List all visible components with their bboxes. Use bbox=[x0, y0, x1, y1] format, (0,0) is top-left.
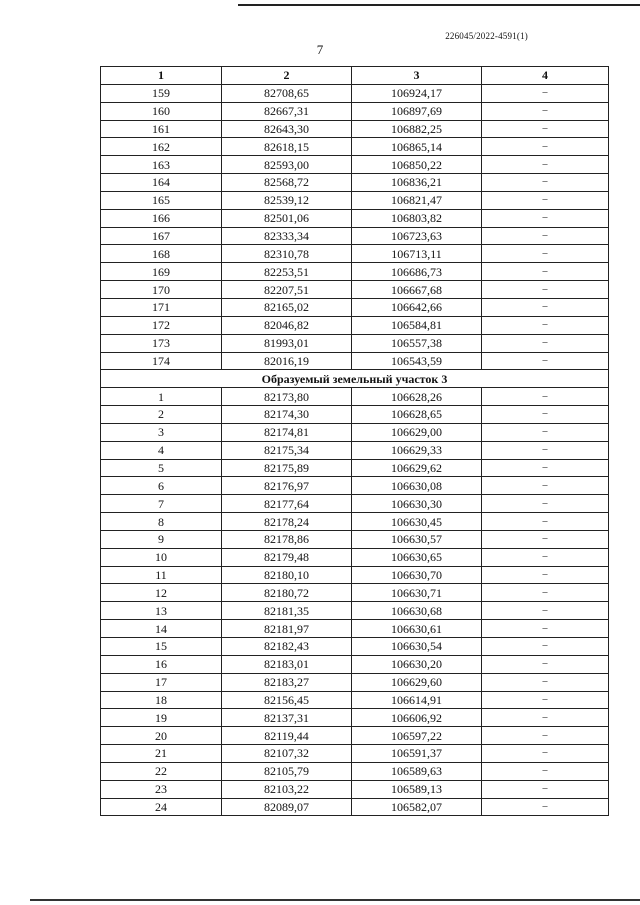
column-header-1: 1 bbox=[101, 67, 222, 85]
point-number: 3 bbox=[101, 423, 222, 441]
x-coordinate: 82180,72 bbox=[222, 584, 352, 602]
y-coordinate: 106821,47 bbox=[352, 191, 482, 209]
note-dash: – bbox=[482, 638, 609, 656]
column-header-4: 4 bbox=[482, 67, 609, 85]
y-coordinate: 106630,08 bbox=[352, 477, 482, 495]
x-coordinate: 82089,07 bbox=[222, 798, 352, 816]
note-dash: – bbox=[482, 245, 609, 263]
y-coordinate: 106630,54 bbox=[352, 638, 482, 656]
table-header bbox=[101, 67, 609, 85]
point-number: 161 bbox=[101, 120, 222, 138]
y-coordinate: 106584,81 bbox=[352, 316, 482, 334]
y-coordinate: 106591,37 bbox=[352, 745, 482, 763]
table-row bbox=[101, 584, 609, 602]
table-row bbox=[101, 352, 609, 370]
x-coordinate: 82178,24 bbox=[222, 513, 352, 531]
y-coordinate: 106582,07 bbox=[352, 798, 482, 816]
table-row bbox=[101, 530, 609, 548]
y-coordinate: 106630,57 bbox=[352, 530, 482, 548]
y-coordinate: 106589,63 bbox=[352, 762, 482, 780]
note-dash: – bbox=[482, 762, 609, 780]
table-row bbox=[101, 138, 609, 156]
x-coordinate: 82643,30 bbox=[222, 120, 352, 138]
x-coordinate: 82593,00 bbox=[222, 156, 352, 174]
point-number: 6 bbox=[101, 477, 222, 495]
page-number: 7 bbox=[316, 42, 324, 57]
point-number: 11 bbox=[101, 566, 222, 584]
x-coordinate: 82107,32 bbox=[222, 745, 352, 763]
x-coordinate: 82174,81 bbox=[222, 423, 352, 441]
note-dash: – bbox=[482, 530, 609, 548]
column-header-2: 2 bbox=[222, 67, 352, 85]
table-row bbox=[101, 602, 609, 620]
x-coordinate: 81993,01 bbox=[222, 334, 352, 352]
y-coordinate: 106850,22 bbox=[352, 156, 482, 174]
table-row bbox=[101, 566, 609, 584]
y-coordinate: 106723,63 bbox=[352, 227, 482, 245]
x-coordinate: 82176,97 bbox=[222, 477, 352, 495]
y-coordinate: 106606,92 bbox=[352, 709, 482, 727]
table-row bbox=[101, 245, 609, 263]
point-number: 160 bbox=[101, 102, 222, 120]
table-row bbox=[101, 334, 609, 352]
point-number: 24 bbox=[101, 798, 222, 816]
x-coordinate: 82708,65 bbox=[222, 84, 352, 102]
table-row bbox=[101, 120, 609, 138]
y-coordinate: 106897,69 bbox=[352, 102, 482, 120]
y-coordinate: 106614,91 bbox=[352, 691, 482, 709]
table-row bbox=[101, 548, 609, 566]
x-coordinate: 82103,22 bbox=[222, 780, 352, 798]
note-dash: – bbox=[482, 477, 609, 495]
note-dash: – bbox=[482, 388, 609, 406]
section-title: Образуемый земельный участок 3 bbox=[101, 370, 609, 388]
point-number: 167 bbox=[101, 227, 222, 245]
y-coordinate: 106882,25 bbox=[352, 120, 482, 138]
x-coordinate: 82539,12 bbox=[222, 191, 352, 209]
y-coordinate: 106630,71 bbox=[352, 584, 482, 602]
x-coordinate: 82178,86 bbox=[222, 530, 352, 548]
table-row bbox=[101, 655, 609, 673]
x-coordinate: 82183,01 bbox=[222, 655, 352, 673]
point-number: 22 bbox=[101, 762, 222, 780]
x-coordinate: 82667,31 bbox=[222, 102, 352, 120]
note-dash: – bbox=[482, 84, 609, 102]
point-number: 21 bbox=[101, 745, 222, 763]
section-row bbox=[101, 370, 609, 388]
note-dash: – bbox=[482, 566, 609, 584]
note-dash: – bbox=[482, 459, 609, 477]
point-number: 4 bbox=[101, 441, 222, 459]
y-coordinate: 106630,20 bbox=[352, 655, 482, 673]
note-dash: – bbox=[482, 298, 609, 316]
note-dash: – bbox=[482, 281, 609, 299]
table-row bbox=[101, 102, 609, 120]
point-number: 171 bbox=[101, 298, 222, 316]
x-coordinate: 82501,06 bbox=[222, 209, 352, 227]
note-dash: – bbox=[482, 174, 609, 192]
table-row bbox=[101, 316, 609, 334]
x-coordinate: 82165,02 bbox=[222, 298, 352, 316]
table-row bbox=[101, 263, 609, 281]
point-number: 20 bbox=[101, 727, 222, 745]
y-coordinate: 106630,68 bbox=[352, 602, 482, 620]
point-number: 16 bbox=[101, 655, 222, 673]
table-row bbox=[101, 227, 609, 245]
table-row bbox=[101, 798, 609, 816]
table-row bbox=[101, 709, 609, 727]
point-number: 2 bbox=[101, 406, 222, 424]
note-dash: – bbox=[482, 495, 609, 513]
point-number: 1 bbox=[101, 388, 222, 406]
point-number: 174 bbox=[101, 352, 222, 370]
x-coordinate: 82207,51 bbox=[222, 281, 352, 299]
y-coordinate: 106630,65 bbox=[352, 548, 482, 566]
point-number: 14 bbox=[101, 620, 222, 638]
x-coordinate: 82181,35 bbox=[222, 602, 352, 620]
table-row bbox=[101, 727, 609, 745]
y-coordinate: 106667,68 bbox=[352, 281, 482, 299]
note-dash: – bbox=[482, 584, 609, 602]
note-dash: – bbox=[482, 780, 609, 798]
point-number: 9 bbox=[101, 530, 222, 548]
note-dash: – bbox=[482, 727, 609, 745]
note-dash: – bbox=[482, 406, 609, 424]
table-row bbox=[101, 620, 609, 638]
note-dash: – bbox=[482, 798, 609, 816]
y-coordinate: 106686,73 bbox=[352, 263, 482, 281]
table-row bbox=[101, 762, 609, 780]
point-number: 165 bbox=[101, 191, 222, 209]
note-dash: – bbox=[482, 673, 609, 691]
table-row bbox=[101, 477, 609, 495]
y-coordinate: 106629,00 bbox=[352, 423, 482, 441]
point-number: 159 bbox=[101, 84, 222, 102]
y-coordinate: 106589,13 bbox=[352, 780, 482, 798]
x-coordinate: 82568,72 bbox=[222, 174, 352, 192]
x-coordinate: 82182,43 bbox=[222, 638, 352, 656]
table-row bbox=[101, 745, 609, 763]
point-number: 168 bbox=[101, 245, 222, 263]
table-row bbox=[101, 174, 609, 192]
y-coordinate: 106630,45 bbox=[352, 513, 482, 531]
point-number: 13 bbox=[101, 602, 222, 620]
x-coordinate: 82156,45 bbox=[222, 691, 352, 709]
point-number: 12 bbox=[101, 584, 222, 602]
table-row bbox=[101, 406, 609, 424]
y-coordinate: 106630,30 bbox=[352, 495, 482, 513]
note-dash: – bbox=[482, 191, 609, 209]
x-coordinate: 82173,80 bbox=[222, 388, 352, 406]
y-coordinate: 106597,22 bbox=[352, 727, 482, 745]
note-dash: – bbox=[482, 513, 609, 531]
point-number: 163 bbox=[101, 156, 222, 174]
y-coordinate: 106803,82 bbox=[352, 209, 482, 227]
top-rule bbox=[238, 4, 640, 6]
table-row bbox=[101, 191, 609, 209]
note-dash: – bbox=[482, 745, 609, 763]
table-row bbox=[101, 84, 609, 102]
point-number: 162 bbox=[101, 138, 222, 156]
x-coordinate: 82119,44 bbox=[222, 727, 352, 745]
y-coordinate: 106642,66 bbox=[352, 298, 482, 316]
table-row bbox=[101, 638, 609, 656]
point-number: 19 bbox=[101, 709, 222, 727]
note-dash: – bbox=[482, 209, 609, 227]
y-coordinate: 106629,60 bbox=[352, 673, 482, 691]
table-row bbox=[101, 459, 609, 477]
note-dash: – bbox=[482, 709, 609, 727]
y-coordinate: 106557,38 bbox=[352, 334, 482, 352]
note-dash: – bbox=[482, 334, 609, 352]
x-coordinate: 82183,27 bbox=[222, 673, 352, 691]
x-coordinate: 82105,79 bbox=[222, 762, 352, 780]
table-row bbox=[101, 691, 609, 709]
note-dash: – bbox=[482, 102, 609, 120]
y-coordinate: 106924,17 bbox=[352, 84, 482, 102]
note-dash: – bbox=[482, 352, 609, 370]
table-row bbox=[101, 673, 609, 691]
table-row bbox=[101, 281, 609, 299]
x-coordinate: 82016,19 bbox=[222, 352, 352, 370]
point-number: 18 bbox=[101, 691, 222, 709]
point-number: 5 bbox=[101, 459, 222, 477]
table-row bbox=[101, 423, 609, 441]
bottom-rule bbox=[30, 899, 640, 901]
note-dash: – bbox=[482, 138, 609, 156]
x-coordinate: 82310,78 bbox=[222, 245, 352, 263]
x-coordinate: 82618,15 bbox=[222, 138, 352, 156]
coordinates-table bbox=[100, 66, 609, 816]
table-row bbox=[101, 388, 609, 406]
point-number: 173 bbox=[101, 334, 222, 352]
table-row bbox=[101, 156, 609, 174]
note-dash: – bbox=[482, 120, 609, 138]
note-dash: – bbox=[482, 602, 609, 620]
note-dash: – bbox=[482, 441, 609, 459]
table-row bbox=[101, 298, 609, 316]
point-number: 172 bbox=[101, 316, 222, 334]
point-number: 15 bbox=[101, 638, 222, 656]
x-coordinate: 82046,82 bbox=[222, 316, 352, 334]
x-coordinate: 82177,64 bbox=[222, 495, 352, 513]
note-dash: – bbox=[482, 620, 609, 638]
column-header-3: 3 bbox=[352, 67, 482, 85]
point-number: 170 bbox=[101, 281, 222, 299]
note-dash: – bbox=[482, 655, 609, 673]
table-row bbox=[101, 209, 609, 227]
table-row bbox=[101, 441, 609, 459]
x-coordinate: 82181,97 bbox=[222, 620, 352, 638]
note-dash: – bbox=[482, 156, 609, 174]
point-number: 7 bbox=[101, 495, 222, 513]
point-number: 169 bbox=[101, 263, 222, 281]
note-dash: – bbox=[482, 316, 609, 334]
y-coordinate: 106713,11 bbox=[352, 245, 482, 263]
note-dash: – bbox=[482, 548, 609, 566]
table-body bbox=[101, 84, 609, 816]
y-coordinate: 106543,59 bbox=[352, 352, 482, 370]
point-number: 10 bbox=[101, 548, 222, 566]
x-coordinate: 82174,30 bbox=[222, 406, 352, 424]
y-coordinate: 106630,70 bbox=[352, 566, 482, 584]
note-dash: – bbox=[482, 263, 609, 281]
x-coordinate: 82180,10 bbox=[222, 566, 352, 584]
y-coordinate: 106628,65 bbox=[352, 406, 482, 424]
x-coordinate: 82179,48 bbox=[222, 548, 352, 566]
y-coordinate: 106865,14 bbox=[352, 138, 482, 156]
y-coordinate: 106630,61 bbox=[352, 620, 482, 638]
doc-number: 226045/2022-4591(1) bbox=[445, 31, 528, 41]
y-coordinate: 106836,21 bbox=[352, 174, 482, 192]
x-coordinate: 82137,31 bbox=[222, 709, 352, 727]
x-coordinate: 82175,34 bbox=[222, 441, 352, 459]
point-number: 8 bbox=[101, 513, 222, 531]
y-coordinate: 106629,33 bbox=[352, 441, 482, 459]
x-coordinate: 82175,89 bbox=[222, 459, 352, 477]
table-row bbox=[101, 780, 609, 798]
y-coordinate: 106628,26 bbox=[352, 388, 482, 406]
point-number: 166 bbox=[101, 209, 222, 227]
header-row bbox=[101, 67, 609, 85]
point-number: 23 bbox=[101, 780, 222, 798]
point-number: 164 bbox=[101, 174, 222, 192]
note-dash: – bbox=[482, 423, 609, 441]
table-row bbox=[101, 513, 609, 531]
y-coordinate: 106629,62 bbox=[352, 459, 482, 477]
note-dash: – bbox=[482, 691, 609, 709]
table-row bbox=[101, 495, 609, 513]
note-dash: – bbox=[482, 227, 609, 245]
point-number: 17 bbox=[101, 673, 222, 691]
x-coordinate: 82253,51 bbox=[222, 263, 352, 281]
x-coordinate: 82333,34 bbox=[222, 227, 352, 245]
